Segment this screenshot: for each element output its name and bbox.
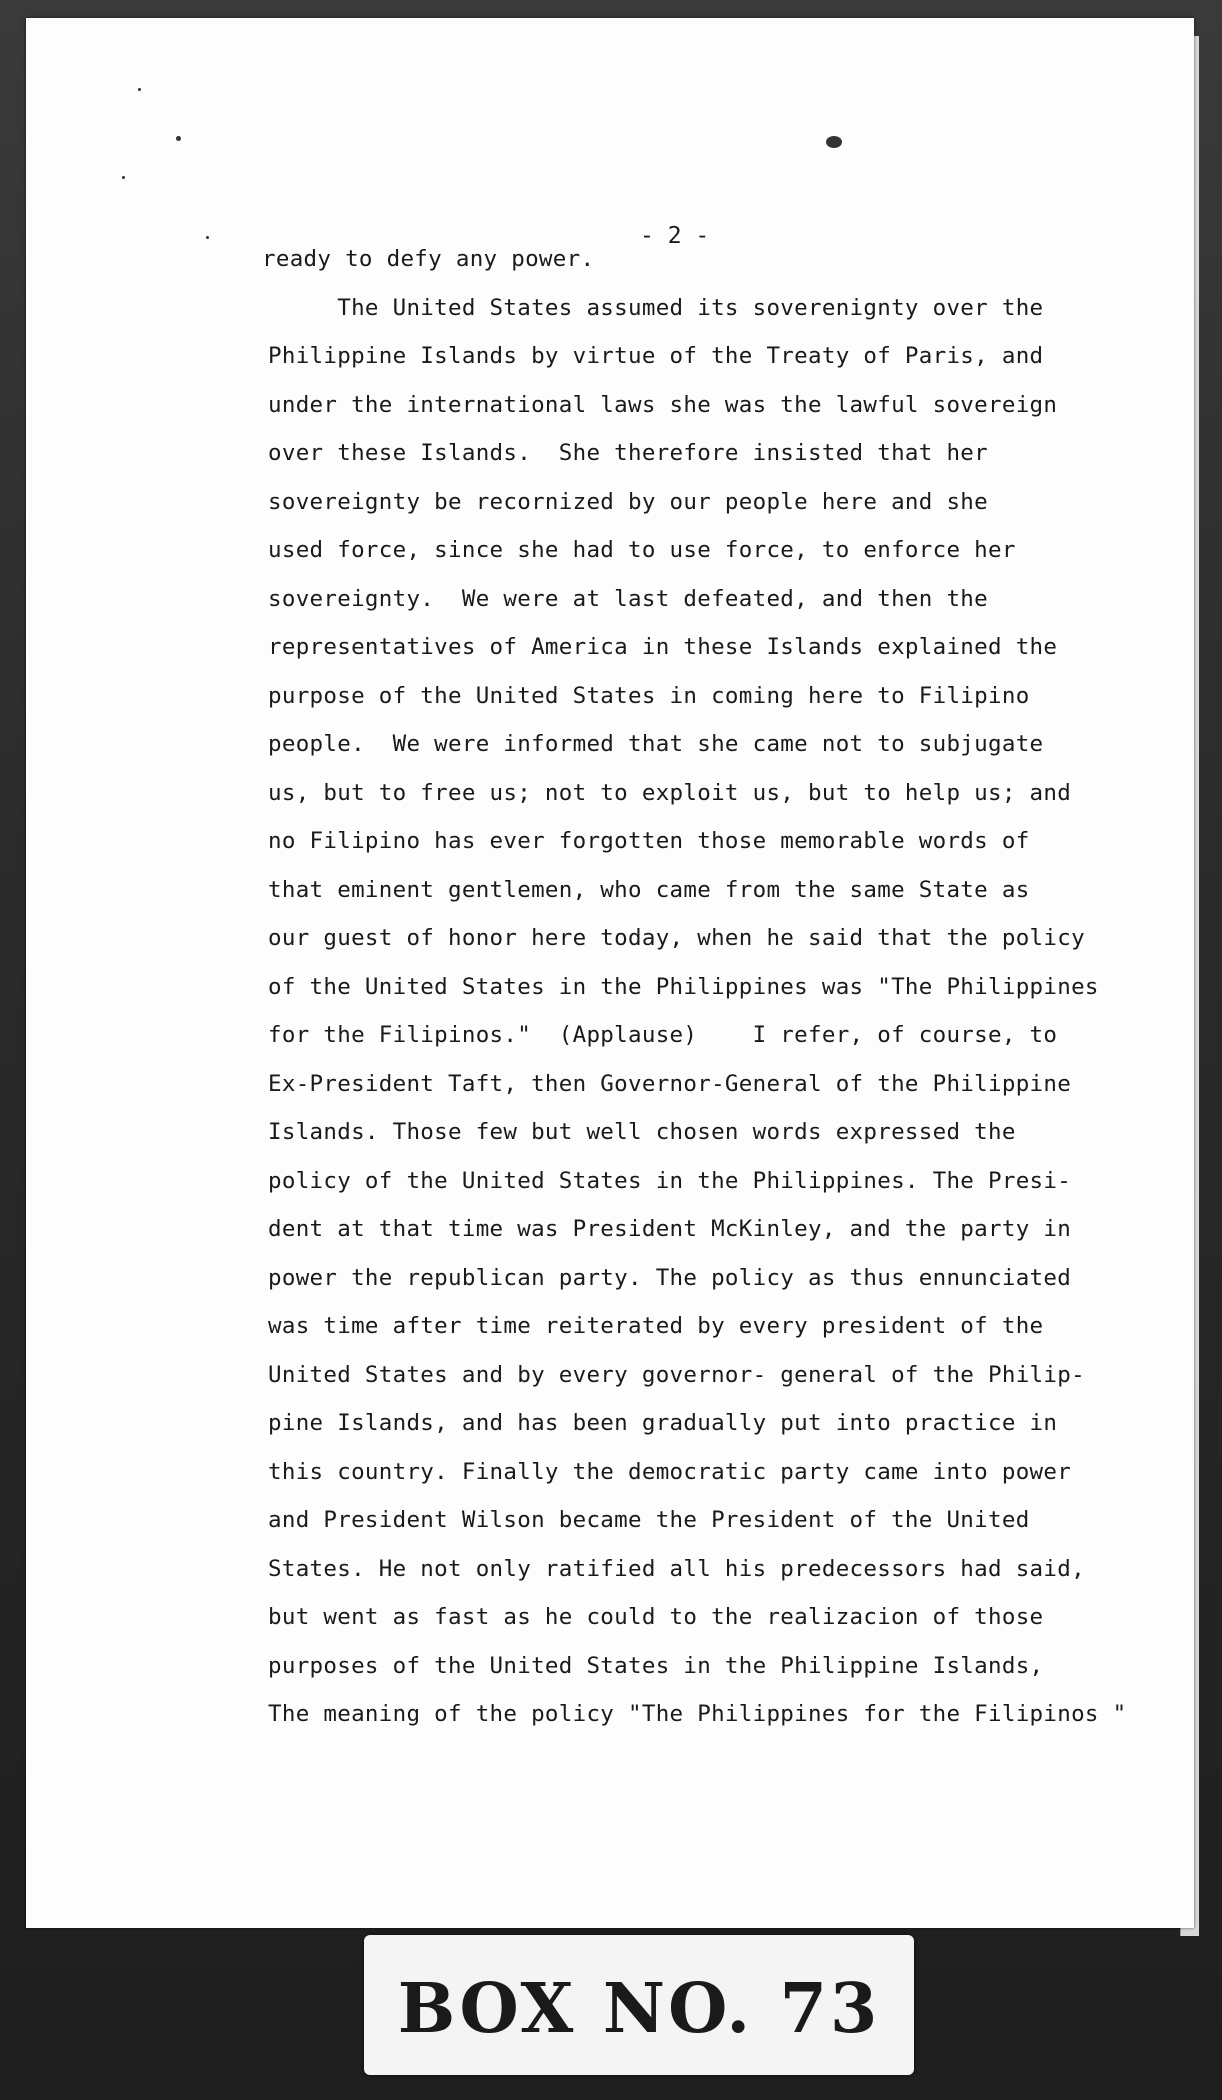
- page-number: - 2 -: [640, 223, 710, 249]
- text-line: The United States assumed its soverenignty over the: [268, 295, 1044, 321]
- text-line: used force, since she had to use force, to enforce her: [268, 537, 1016, 563]
- text-line: this country. Finally the democratic party came into power: [268, 1459, 1072, 1485]
- text-line: no Filipino has ever forgotten those memorable words of: [268, 828, 1030, 854]
- ink-speck: [138, 88, 141, 91]
- text-line: pine Islands, and has been gradually put into practice in: [268, 1410, 1058, 1436]
- text-line: representatives of America in these Islands explained the: [268, 634, 1058, 660]
- text-line: our guest of honor here today, when he said that the policy: [268, 925, 1085, 951]
- text-line: Ex-President Taft, then Governor-General of the Philippine: [268, 1071, 1072, 1097]
- ink-speck: [826, 136, 842, 148]
- text-line: under the international laws she was the lawful sovereign: [268, 392, 1058, 418]
- text-line: and President Wilson became the President of the United: [268, 1507, 1030, 1533]
- text-line: but went as fast as he could to the realizacion of those: [268, 1604, 1044, 1630]
- text-line: policy of the United States in the Philippines. The Presi-: [268, 1168, 1072, 1194]
- text-line: purposes of the United States in the Philippine Islands,: [268, 1653, 1044, 1679]
- ink-speck: [176, 136, 181, 141]
- text-line: people. We were informed that she came not to subjugate: [268, 731, 1044, 757]
- text-line: power the republican party. The policy as thus ennunciated: [268, 1265, 1072, 1291]
- text-line: over these Islands. She therefore insisted that her: [268, 440, 988, 466]
- text-line: The meaning of the policy "The Philippines for the Filipinos ": [268, 1701, 1127, 1727]
- text-line: that eminent gentlemen, who came from the same State as: [268, 877, 1030, 903]
- text-line: ready to defy any power.: [262, 246, 595, 272]
- text-line: sovereignty be recornized by our people here and she: [268, 489, 988, 515]
- text-line: us, but to free us; not to exploit us, but to help us; and: [268, 780, 1072, 806]
- box-label-card: [364, 1935, 914, 2075]
- text-line: was time after time reiterated by every president of the: [268, 1313, 1044, 1339]
- text-line: sovereignty. We were at last defeated, and then the: [268, 586, 988, 612]
- ink-speck: [206, 236, 209, 239]
- text-line: dent at that time was President McKinley, and the party in: [268, 1216, 1072, 1242]
- text-line: purpose of the United States in coming here to Filipino: [268, 683, 1030, 709]
- text-line: Islands. Those few but well chosen words expressed the: [268, 1119, 1016, 1145]
- text-line: for the Filipinos." (Applause) I refer, of course, to: [268, 1022, 1058, 1048]
- text-line: States. He not only ratified all his predecessors had said,: [268, 1556, 1085, 1582]
- text-line: Philippine Islands by virtue of the Treaty of Paris, and: [268, 343, 1044, 369]
- box-label-text: BOX NO. 73: [397, 1969, 881, 2049]
- text-line: of the United States in the Philippines was "The Philippines: [268, 974, 1099, 1000]
- text-line: United States and by every governor- general of the Philip-: [268, 1362, 1085, 1388]
- ink-speck: [122, 176, 125, 179]
